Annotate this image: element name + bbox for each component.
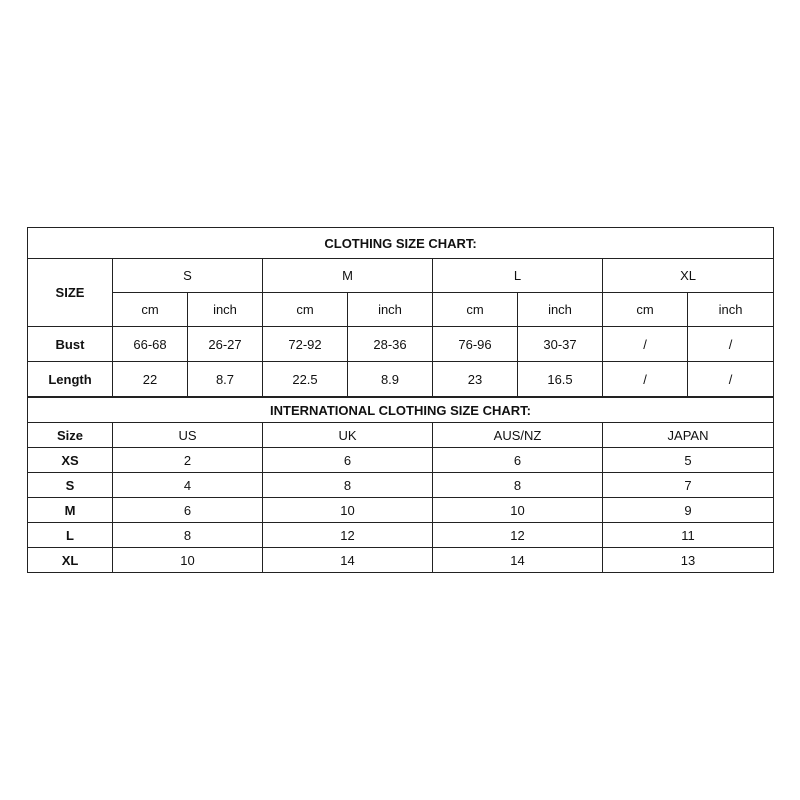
unit-header: cm bbox=[263, 293, 348, 327]
table-cell: 4 bbox=[113, 473, 263, 498]
table-row-bust bbox=[28, 327, 774, 362]
table-row bbox=[28, 523, 774, 548]
table-cell: 7 bbox=[603, 473, 774, 498]
size-label: SIZE bbox=[28, 259, 113, 327]
table-cell: 66-68 bbox=[113, 327, 188, 362]
row-label-size: L bbox=[28, 523, 113, 548]
table-cell: 9 bbox=[603, 498, 774, 523]
intl-header-aus-nz: AUS/NZ bbox=[433, 423, 603, 448]
row-label-length: Length bbox=[28, 362, 113, 397]
row-label-size: XL bbox=[28, 548, 113, 573]
size-header-m: M bbox=[263, 259, 433, 293]
intl-header-us: US bbox=[113, 423, 263, 448]
unit-header: cm bbox=[113, 293, 188, 327]
unit-header: inch bbox=[688, 293, 774, 327]
row-label-bust: Bust bbox=[28, 327, 113, 362]
table-cell: 12 bbox=[263, 523, 433, 548]
table-cell: 30-37 bbox=[518, 327, 603, 362]
intl-chart-title: INTERNATIONAL CLOTHING SIZE CHART: bbox=[28, 398, 774, 423]
table-cell: 6 bbox=[263, 448, 433, 473]
size-header-s: S bbox=[113, 259, 263, 293]
size-chart-title-row bbox=[28, 228, 774, 259]
table-cell: 22.5 bbox=[263, 362, 348, 397]
clothing-size-chart-table bbox=[27, 227, 774, 397]
table-cell: 8.9 bbox=[348, 362, 433, 397]
intl-header-row bbox=[28, 423, 774, 448]
table-row-length bbox=[28, 362, 774, 397]
table-cell: 10 bbox=[433, 498, 603, 523]
row-label-size: S bbox=[28, 473, 113, 498]
table-cell: 6 bbox=[113, 498, 263, 523]
table-row bbox=[28, 473, 774, 498]
table-cell: 76-96 bbox=[433, 327, 518, 362]
table-cell: 12 bbox=[433, 523, 603, 548]
unit-header-row bbox=[28, 293, 774, 327]
size-header-xl: XL bbox=[603, 259, 774, 293]
unit-header: cm bbox=[433, 293, 518, 327]
table-cell: 14 bbox=[263, 548, 433, 573]
table-cell: 6 bbox=[433, 448, 603, 473]
table-cell: 11 bbox=[603, 523, 774, 548]
intl-chart-title-row bbox=[28, 398, 774, 423]
row-label-size: XS bbox=[28, 448, 113, 473]
intl-header-size: Size bbox=[28, 423, 113, 448]
size-header-l: L bbox=[433, 259, 603, 293]
table-cell: 72-92 bbox=[263, 327, 348, 362]
table-cell: / bbox=[688, 362, 774, 397]
intl-header-uk: UK bbox=[263, 423, 433, 448]
table-row bbox=[28, 498, 774, 523]
table-cell: 10 bbox=[113, 548, 263, 573]
table-cell: 10 bbox=[263, 498, 433, 523]
table-row bbox=[28, 548, 774, 573]
table-cell: / bbox=[603, 362, 688, 397]
table-cell: 26-27 bbox=[188, 327, 263, 362]
intl-header-japan: JAPAN bbox=[603, 423, 774, 448]
table-cell: 8 bbox=[263, 473, 433, 498]
table-cell: 8 bbox=[113, 523, 263, 548]
unit-header: inch bbox=[188, 293, 263, 327]
table-cell: 16.5 bbox=[518, 362, 603, 397]
table-cell: 23 bbox=[433, 362, 518, 397]
table-cell: 28-36 bbox=[348, 327, 433, 362]
table-cell: 22 bbox=[113, 362, 188, 397]
table-row bbox=[28, 448, 774, 473]
table-cell: 14 bbox=[433, 548, 603, 573]
size-header-row bbox=[28, 259, 774, 293]
unit-header: inch bbox=[518, 293, 603, 327]
table-cell: / bbox=[688, 327, 774, 362]
table-cell: 8 bbox=[433, 473, 603, 498]
table-cell: 8.7 bbox=[188, 362, 263, 397]
unit-header: inch bbox=[348, 293, 433, 327]
table-cell: 5 bbox=[603, 448, 774, 473]
international-size-chart-table bbox=[27, 397, 774, 573]
row-label-size: M bbox=[28, 498, 113, 523]
table-cell: 13 bbox=[603, 548, 774, 573]
size-chart-title: CLOTHING SIZE CHART: bbox=[28, 228, 774, 259]
table-cell: 2 bbox=[113, 448, 263, 473]
table-cell: / bbox=[603, 327, 688, 362]
unit-header: cm bbox=[603, 293, 688, 327]
